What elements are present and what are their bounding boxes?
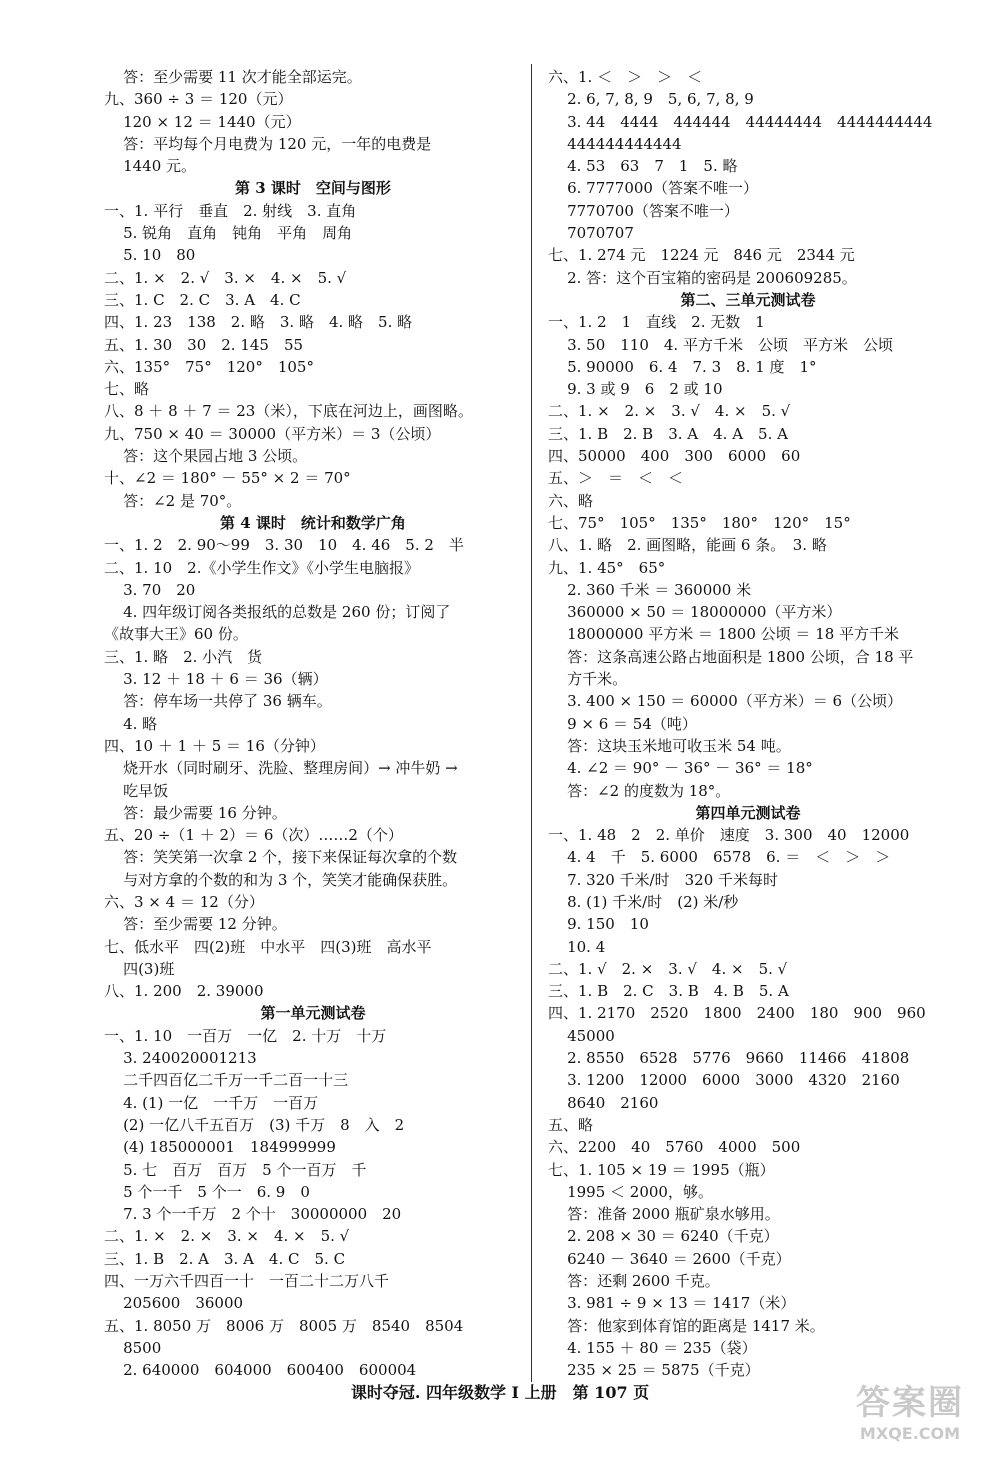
answer-line: 答：这块玉米地可收玉米 54 吨。	[548, 736, 791, 755]
answer-line: 4. 53 63 7 1 5. 略	[548, 157, 738, 176]
answer-line: 3. 44 4444 444444 44444444 4444444444	[548, 112, 933, 131]
answer-line: 四、50000 400 300 6000 60	[548, 447, 801, 466]
answer-line: 9. 150 10	[548, 915, 649, 934]
answer-line: 18000000 平方米 ＝ 1800 公顷 ＝ 18 平方千米	[548, 625, 900, 644]
answer-line: 6. 7777000（答案不唯一）	[548, 179, 758, 198]
answer-line: 2. 208 × 30 ＝ 6240（千克）	[548, 1227, 779, 1246]
answer-line: 4. ∠2 ＝ 90° － 36° － 36° ＝ 18°	[548, 759, 813, 778]
answer-line: 8. (1) 千米/时 (2) 米/秒	[548, 892, 739, 911]
answer-line: 3. 12 ＋ 18 ＋ 6 ＝ 36（辆）	[104, 670, 328, 689]
answer-line: 一、1. 10 一百万 一亿 2. 十万 十万	[104, 1026, 387, 1045]
answer-line: 5. 锐角 直角 钝角 平角 周角	[104, 224, 353, 243]
answer-line: 一、1. 平行 垂直 2. 射线 3. 直角	[104, 201, 357, 220]
answer-line: 5. 90000 6. 4 7. 3 8. 1 度 1°	[548, 357, 817, 376]
answer-line: 答：∠2 的度数为 18°。	[548, 781, 731, 800]
answer-line: 四(3)班	[104, 959, 175, 978]
right-answer-column	[548, 66, 948, 1382]
answer-line: 二、1. 10 2.《小学生作文》《小学生电脑报》	[104, 558, 419, 577]
answer-line: 3. 240020001213	[104, 1049, 257, 1068]
answer-line: 6240 － 3640 ＝ 2600（千克）	[548, 1249, 791, 1268]
answer-line: 答：他家到体育馆的距离是 1417 米。	[548, 1316, 825, 1335]
answer-line: 7. 320 千米/时 320 千米每时	[548, 870, 779, 889]
section-heading: 第一单元测试卷	[260, 1004, 366, 1023]
answer-line: 答：最少需要 16 分钟。	[104, 803, 287, 822]
answer-line: 五、1. 30 30 2. 145 55	[104, 335, 304, 354]
answer-line: 2. 360 千米 ＝ 360000 米	[548, 580, 752, 599]
answer-line: 一、1. 2 2. 90～99 3. 30 10 4. 46 5. 2 半	[104, 536, 464, 555]
answer-line: 四、10 ＋ 1 ＋ 5 ＝ 16（分钟）	[104, 736, 325, 755]
answer-line: 六、3 × 4 ＝ 12（分）	[104, 892, 264, 911]
answer-line: 七、低水平 四(2)班 中水平 四(3)班 高水平	[104, 937, 432, 956]
answer-line: 五、20 ÷（1 ＋ 2）＝ 6（次）……2（个）	[104, 826, 403, 845]
answer-line: 2. 答：这个百宝箱的密码是 200609285。	[548, 268, 857, 287]
answer-line: 三、1. B 2. A 3. A 4. C 5. C	[104, 1249, 346, 1268]
answer-line: 7070707	[548, 224, 634, 243]
answer-line: 8640 2160	[548, 1093, 659, 1112]
answer-line: 答：还剩 2600 千克。	[548, 1272, 720, 1291]
answer-line: 答：这条高速公路占地面积是 1800 公顷，合 18 平	[548, 647, 914, 666]
answer-line: 1440 元。	[104, 157, 197, 176]
answer-line: 10. 4	[548, 937, 606, 956]
answer-line: 5 个一千 5 个一 6. 9 0	[104, 1182, 310, 1201]
answer-line: 八、1. 200 2. 39000	[104, 982, 264, 1001]
answer-line: 八、8 ＋ 8 ＋ 7 ＝ 23（米），下底在河边上，画图略。	[104, 402, 473, 421]
answer-line: 三、1. 略 2. 小汽 货	[104, 647, 263, 666]
answer-line: 45000	[548, 1026, 615, 1045]
answer-line: 答：笑笑第一次拿 2 个，接下来保证每次拿的个数	[104, 848, 458, 867]
answer-line: 205600 36000	[104, 1294, 244, 1313]
answer-line: 4. 略	[104, 714, 158, 733]
answer-line: 三、1. B 2. B 3. A 4. A 5. A	[548, 424, 788, 443]
answer-line: 4. (1) 一亿 一千万 一百万	[104, 1093, 319, 1112]
answer-line: (2) 一亿八千五百万 (3) 千万 8 入 2	[104, 1115, 405, 1134]
answer-line: 9 × 6 ＝ 54（吨）	[548, 714, 697, 733]
answer-line: 3. 50 110 4. 平方千米 公顷 平方米 公顷	[548, 335, 893, 354]
answer-line: 一、1. 2 1 直线 2. 无数 1	[548, 313, 765, 332]
answer-line: 9. 3 或 9 6 2 或 10	[548, 380, 723, 399]
answer-line: 2. 6, 7, 8, 9 5, 6, 7, 8, 9	[548, 90, 754, 109]
section-heading: 第四单元测试卷	[695, 803, 801, 822]
answer-line: 120 × 12 ＝ 1440（元）	[104, 112, 301, 131]
answer-line: 九、750 × 40 ＝ 30000（平方米）＝ 3（公顷）	[104, 424, 441, 443]
answer-line: 4. 4 千 5. 6000 6578 6. ＝ ＜ ＞ ＞	[548, 848, 891, 867]
answer-line: 四、1. 2170 2520 1800 2400 180 900 960	[548, 1004, 926, 1023]
answer-line: 十、∠2 ＝ 180° － 55° × 2 ＝ 70°	[104, 469, 351, 488]
answer-line: 八、1. 略 2. 画图略，能画 6 条。 3. 略	[548, 536, 827, 555]
answer-line: 3. 70 20	[104, 580, 196, 599]
answer-line: 5. 七 百万 百万 5 个一百万 千	[104, 1160, 367, 1179]
column-divider	[531, 64, 532, 1382]
left-answer-column	[104, 66, 522, 1382]
answer-line: 7770700（答案不唯一）	[548, 201, 739, 220]
answer-line: 二、1. × 2. × 3. × 4. × 5. √	[104, 1227, 350, 1246]
answer-line: 六、1. ＜ ＞ ＞ ＜	[548, 68, 703, 86]
watermark-text-top: 答案圈	[856, 1383, 964, 1423]
answer-line: 七、1. 105 × 19 ＝ 1995（瓶）	[548, 1160, 775, 1179]
answer-line: 七、75° 105° 135° 180° 120° 15°	[548, 513, 851, 532]
answer-line: 方千米。	[548, 670, 628, 689]
answer-line: 六、135° 75° 120° 105°	[104, 357, 314, 376]
answer-line: 4. 155 ＋ 80 ＝ 235（袋）	[548, 1338, 757, 1357]
page-footer: 课时夺冠. 四年级数学 I 上册 第 107 页	[350, 1383, 650, 1402]
answer-line: 答：至少需要 12 分钟。	[104, 915, 287, 934]
answer-line: 360000 × 50 ＝ 18000000（平方米）	[548, 603, 842, 622]
section-heading: 第 4 课时 统计和数学广角	[220, 513, 406, 532]
answer-line: 2. 640000 604000 600400 600004	[104, 1361, 417, 1380]
answer-line: 五、1. 8050 万 8006 万 8005 万 8540 8504	[104, 1316, 464, 1335]
answer-line: 1995 ＜ 2000，够。	[548, 1182, 713, 1201]
answer-line: 六、略	[548, 491, 594, 510]
answer-line: 444444444444	[548, 134, 682, 153]
answer-line: 235 × 25 ＝ 5875（千克）	[548, 1361, 760, 1380]
answer-line: 吃早饭	[104, 781, 169, 800]
answer-line: 五、略	[548, 1115, 594, 1134]
answer-line: 《故事大王》60 份。	[104, 625, 248, 644]
answer-line: 九、1. 45° 65°	[548, 558, 666, 577]
answer-line: 一、1. 48 2 2. 单价 速度 3. 300 40 12000	[548, 826, 910, 845]
answer-line: 答：准备 2000 瓶矿泉水够用。	[548, 1205, 780, 1224]
answer-line: 与对方拿的个数的和为 3 个，笑笑才能确保获胜。	[104, 870, 458, 889]
answer-line: 答：平均每个月电费为 120 元，一年的电费是	[104, 134, 432, 153]
section-heading: 第二、三单元测试卷	[680, 290, 816, 309]
answer-line: 答：停车场一共停了 36 辆车。	[104, 692, 332, 711]
answer-line: 2. 8550 6528 5776 9660 11466 41808	[548, 1049, 910, 1068]
answer-line: 二、1. × 2. × 3. √ 4. × 5. √	[548, 402, 791, 421]
answer-line: 答：∠2 是 70°。	[104, 491, 242, 510]
answer-line: 三、1. C 2. C 3. A 4. C	[104, 290, 301, 309]
answer-line: 3. 1200 12000 6000 3000 4320 2160	[548, 1071, 900, 1090]
answer-line: 答：至少需要 11 次才能全部运完。	[104, 68, 362, 86]
answer-line: 7. 3 个一千万 2 个十 30000000 20	[104, 1205, 402, 1224]
answer-line: 3. 981 ÷ 9 × 13 ＝ 1417（米）	[548, 1294, 796, 1313]
answer-line: 五、＞ ＝ ＜ ＜	[548, 469, 684, 488]
answer-line: 3. 400 × 150 ＝ 60000（平方米）＝ 6（公顷）	[548, 692, 903, 711]
section-heading: 第 3 课时 空间与图形	[235, 179, 391, 198]
answer-line: 七、略	[104, 380, 150, 399]
watermark-text-bottom: MXQE.COM	[859, 1424, 961, 1443]
answer-line: 九、360 ÷ 3 ＝ 120（元）	[104, 90, 293, 109]
answer-line: 四、1. 23 138 2. 略 3. 略 4. 略 5. 略	[104, 313, 413, 332]
answer-line: 七、1. 274 元 1224 元 846 元 2344 元	[548, 246, 855, 265]
answer-line: 二千四百亿二千万一千二百一十三	[104, 1071, 349, 1090]
answer-line: 六、2200 40 5760 4000 500	[548, 1138, 801, 1157]
answer-line: 四、一万六千四百一十 一百二十二万八千	[104, 1272, 390, 1291]
watermark-logo	[846, 1383, 974, 1453]
answer-line: (4) 185000001 184999999	[104, 1138, 336, 1157]
answer-line: 三、1. B 2. C 3. B 4. B 5. A	[548, 982, 789, 1001]
answer-line: 烧开水（同时刷牙、洗脸、整理房间）→ 冲牛奶 →	[104, 759, 458, 778]
answer-line: 5. 10 80	[104, 246, 196, 265]
answer-line: 二、1. √ 2. × 3. √ 4. × 5. √	[548, 959, 788, 978]
answer-line: 8500	[104, 1338, 162, 1357]
answer-line: 答：这个果园占地 3 公顷。	[104, 447, 308, 466]
answer-line: 二、1. × 2. √ 3. × 4. × 5. √	[104, 268, 347, 287]
answer-line: 4. 四年级订阅各类报纸的总数是 260 份；订阅了	[104, 603, 451, 622]
